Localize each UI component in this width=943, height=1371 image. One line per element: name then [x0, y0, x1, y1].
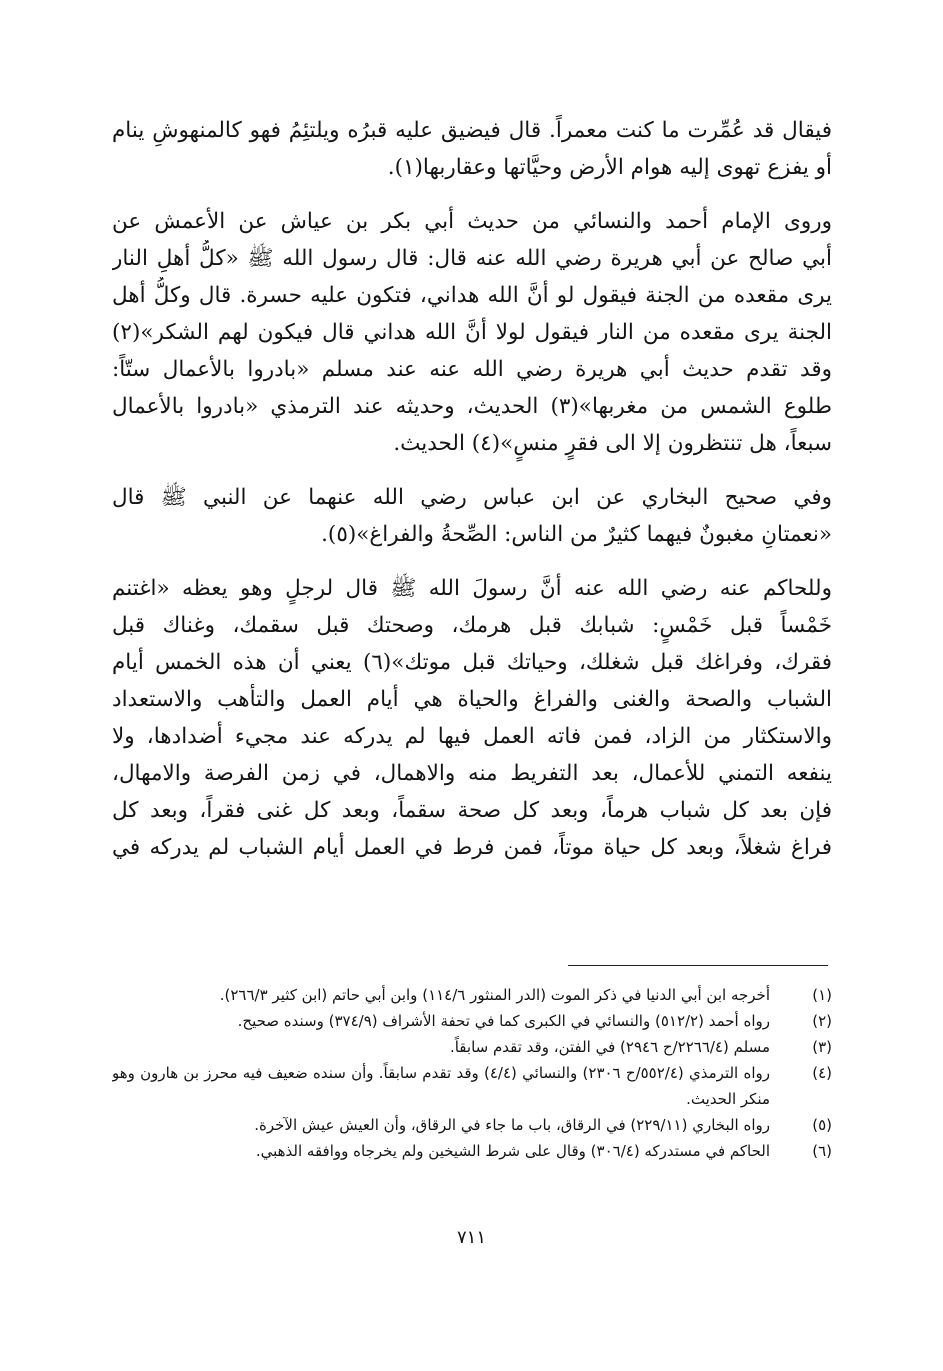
footnote [112, 1138, 832, 1164]
footnote [112, 1008, 832, 1034]
text-line: «نعمتانِ مغبونٌ فيهما كثيرٌ من الناس: الصِّحةُ والفراغ»(٥). [321, 522, 832, 547]
text-line: وللحاكم عنه رضي الله عنه أنَّ رسولَ الله ﷺ قال لرجلٍ وهو يعظه «اغتنم [112, 576, 832, 601]
text-line: أو يفزع تهوى إليه هوام الأرض وحيَّاتها وعقاربها(١). [387, 155, 832, 180]
text-line: يرى مقعده من الجنة فيقول لو أنَّ الله هداني، فتكون عليه حسرة. قال وكلُّ أهل [112, 283, 832, 308]
text-line: الشباب والصحة والغنى والفراغ والحياة هي أيام العمل والتأهب والاستعداد [112, 687, 832, 712]
footnote-text: أخرجه ابن أبي الدنيا في ذكر الموت (الدر المنثور ١١٤/٦) وابن أبي حاتم (ابن كثير ٢٦٦/٣). [219, 986, 770, 1004]
text-line: فقرك، وفراغك قبل شغلك، وحياتك قبل موتك»(٦) يعني أن هذه الخمس أيام [112, 650, 832, 675]
footnote-number: (١) [812, 986, 832, 1004]
text-line: فإن بعد كل شباب هرماً، وبعد كل صحة سقماً، وبعد كل غنى فقراً، وبعد كل [112, 798, 832, 823]
footnotes [112, 982, 832, 1164]
paragraph [112, 112, 832, 186]
text-line: طلوع الشمس من مغربها»(٣) الحديث، وحديثه عند الترمذي «بادروا بالأعمال [112, 394, 832, 419]
text-line: والاستكثار من الزاد، فمن فاته العمل فيها لم يدركه عند مجيء أضدادها، ولا [112, 724, 832, 749]
footnote [112, 982, 832, 1008]
text-line: أبي صالح عن أبي هريرة رضي الله عنه قال: قال رسول الله ﷺ «كلُّ أهلِ النار [112, 246, 832, 271]
paragraph [112, 479, 832, 553]
footnote [112, 1034, 832, 1060]
main-text [112, 112, 832, 866]
footnote-text: رواه الترمذي (٥٥٢/٤/ح ٢٣٠٦) والنسائي (٤/٤) وقد تقدم سابقاً. وأن سنده ضعيف فيه محرز بن هارون وهو منكر الحديث. [112, 1064, 770, 1108]
footnote-text: مسلم (٢٢٦٦/٤/ح ٢٩٤٦) في الفتن، وقد تقدم سابقاً. [449, 1038, 770, 1056]
text-line: ينفعه التمني للأعمال، بعد التفريط منه والاهمال، في زمن الفرصة والامهال، [112, 761, 832, 786]
footnote-number: (٥) [812, 1116, 832, 1134]
text-line: خَمْساً قبل خَمْسٍ: شبابك قبل هرمك، وصحتك قبل سقمك، وغناك قبل [112, 613, 832, 638]
text-line: الجنة يرى مقعده من النار فيقول لولا أنَّ الله هداني قال فيكون لهم الشكر»(٢) [112, 320, 832, 345]
text-line: وقد تقدم حديث أبي هريرة رضي الله عنه عند مسلم «بادروا بالأعمال ستّاً: [112, 357, 832, 382]
text-line: فيقال قد عُمِّرت ما كنت معمراً. قال فيضيق عليه قبرُه ويلتئِمُ فهو كالمنهوشِ ينام [112, 118, 832, 143]
footnote-number: (٤) [812, 1064, 832, 1082]
footnote-number: (٦) [812, 1142, 832, 1160]
footnote-number: (٢) [812, 1012, 832, 1030]
text-line: وفي صحيح البخاري عن ابن عباس رضي الله عنهما عن النبي ﷺ قال [112, 485, 832, 510]
text-line: فراغ شغلاً، وبعد كل حياة موتاً، فمن فرط في العمل أيام الشباب لم يدركه في [112, 835, 832, 860]
footnote-separator [568, 965, 828, 966]
footnote [112, 1112, 832, 1138]
paragraph [112, 570, 832, 866]
footnote-text: رواه أحمد (٥١٢/٢) والنسائي في الكبرى كما في تحفة الأشراف (٣٧٤/٩) وسنده صحيح. [237, 1012, 770, 1030]
footnote-text: رواه البخاري (٢٢٩/١١) في الرقاق، باب ما جاء في الرقاق، وأن العيش عيش الآخرة. [254, 1116, 770, 1134]
footnote [112, 1060, 832, 1112]
footnote-number: (٣) [812, 1038, 832, 1056]
text-line: وروى الإمام أحمد والنسائي من حديث أبي بكر بن عياش عن الأعمش عن [112, 209, 832, 234]
text-line: سبعاً، هل تنتظرون إلا الى فقرٍ منسٍ»(٤) الحديث. [393, 431, 832, 456]
paragraph [112, 203, 832, 462]
page-number: ٧١١ [456, 1227, 486, 1248]
footnote-text: الحاكم في مستدركه (٣٠٦/٤) وقال على شرط الشيخين ولم يخرجاه ووافقه الذهبي. [255, 1142, 770, 1160]
